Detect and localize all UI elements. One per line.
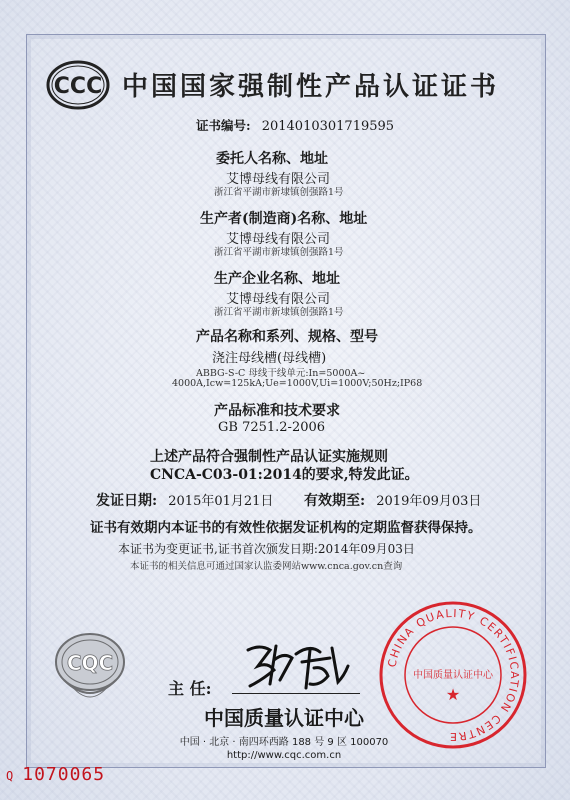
query-note: 本证书的相关信息可通过国家认监委网站www.cnca.gov.cn查询 [130, 561, 403, 572]
serial-prefix: Q [6, 769, 15, 783]
cqc-logo [52, 620, 128, 712]
standard-value: GB 7251.2-2006 [218, 420, 326, 435]
certificate-title: 中国国家强制性产品认证证书 [122, 72, 500, 102]
cert-number-row [196, 115, 394, 134]
factory-label: 生产企业名称、地址 [214, 271, 340, 287]
validity-note: 证书有效期内本证书的有效性依据发证机构的定期监督获得保持。 [90, 520, 482, 536]
manufacturer-name: 艾博母线有限公司 [226, 232, 331, 247]
product-name: 浇注母线槽(母线槽) [212, 351, 327, 366]
product-label: 产品名称和系列、规格、型号 [196, 329, 378, 345]
cqc-logo-text: CQC [66, 651, 114, 675]
issue-date-label: 发证日期: [96, 493, 158, 509]
seal-inner-text: 中国质量认证中心 [413, 670, 493, 681]
product-spec-line2: 4000A,Icw=125kA;Ue=1000V,Ui=1000V;50Hz;IP68 [172, 378, 423, 389]
cert-number-label: 证书编号: [196, 118, 251, 133]
director-signature [240, 636, 352, 696]
ccc-logo-text: CCC [53, 74, 103, 99]
issuer-address: 中国 · 北京 · 南四环西路 188 号 9 区 100070 [179, 737, 389, 748]
issue-date-value: 2015年01月21日 [168, 494, 274, 509]
expiry-date-row [304, 490, 481, 510]
applicant-label: 委托人名称、地址 [216, 151, 328, 167]
issuer-name: 中国质量认证中心 [204, 706, 364, 730]
issue-date-row [96, 490, 273, 510]
director-label: 主 任: [168, 679, 212, 698]
product-spec-line1: ABBG-S-C 母线干线单元:In=5000A~ [196, 368, 366, 379]
statement-line1: 上述产品符合强制性产品认证实施规则 [150, 449, 388, 465]
serial-value: 1070065 [22, 764, 106, 785]
issuer-url: http://www.cqc.com.cn [226, 750, 342, 761]
expiry-date-value: 2019年09月03日 [376, 494, 482, 509]
cqc-official-seal [378, 600, 528, 750]
factory-name: 艾博母线有限公司 [226, 292, 331, 307]
serial-number [6, 764, 105, 785]
manufacturer-address: 浙江省平湖市新埭镇创强路1号 [214, 247, 344, 258]
applicant-address: 浙江省平湖市新埭镇创强路1号 [214, 187, 344, 198]
seal-star-icon: ★ [445, 685, 461, 704]
standard-label: 产品标准和技术要求 [214, 403, 340, 419]
factory-address: 浙江省平湖市新埭镇创强路1号 [214, 307, 344, 318]
signature-line [232, 693, 360, 694]
cert-number-value: 2014010301719595 [261, 119, 395, 134]
change-note: 本证书为变更证书,证书首次颁发日期:2014年09月03日 [118, 542, 415, 556]
ccc-logo [46, 60, 110, 110]
expiry-date-label: 有效期至: [304, 493, 366, 509]
manufacturer-label: 生产者(制造商)名称、地址 [200, 211, 368, 227]
applicant-name: 艾博母线有限公司 [226, 172, 331, 187]
seal-ring-text: CHINA QUALITY CERTIFICATION CENTRE [385, 606, 522, 744]
statement-line2: CNCA-C03-01:2014的要求,特发此证。 [150, 467, 419, 483]
